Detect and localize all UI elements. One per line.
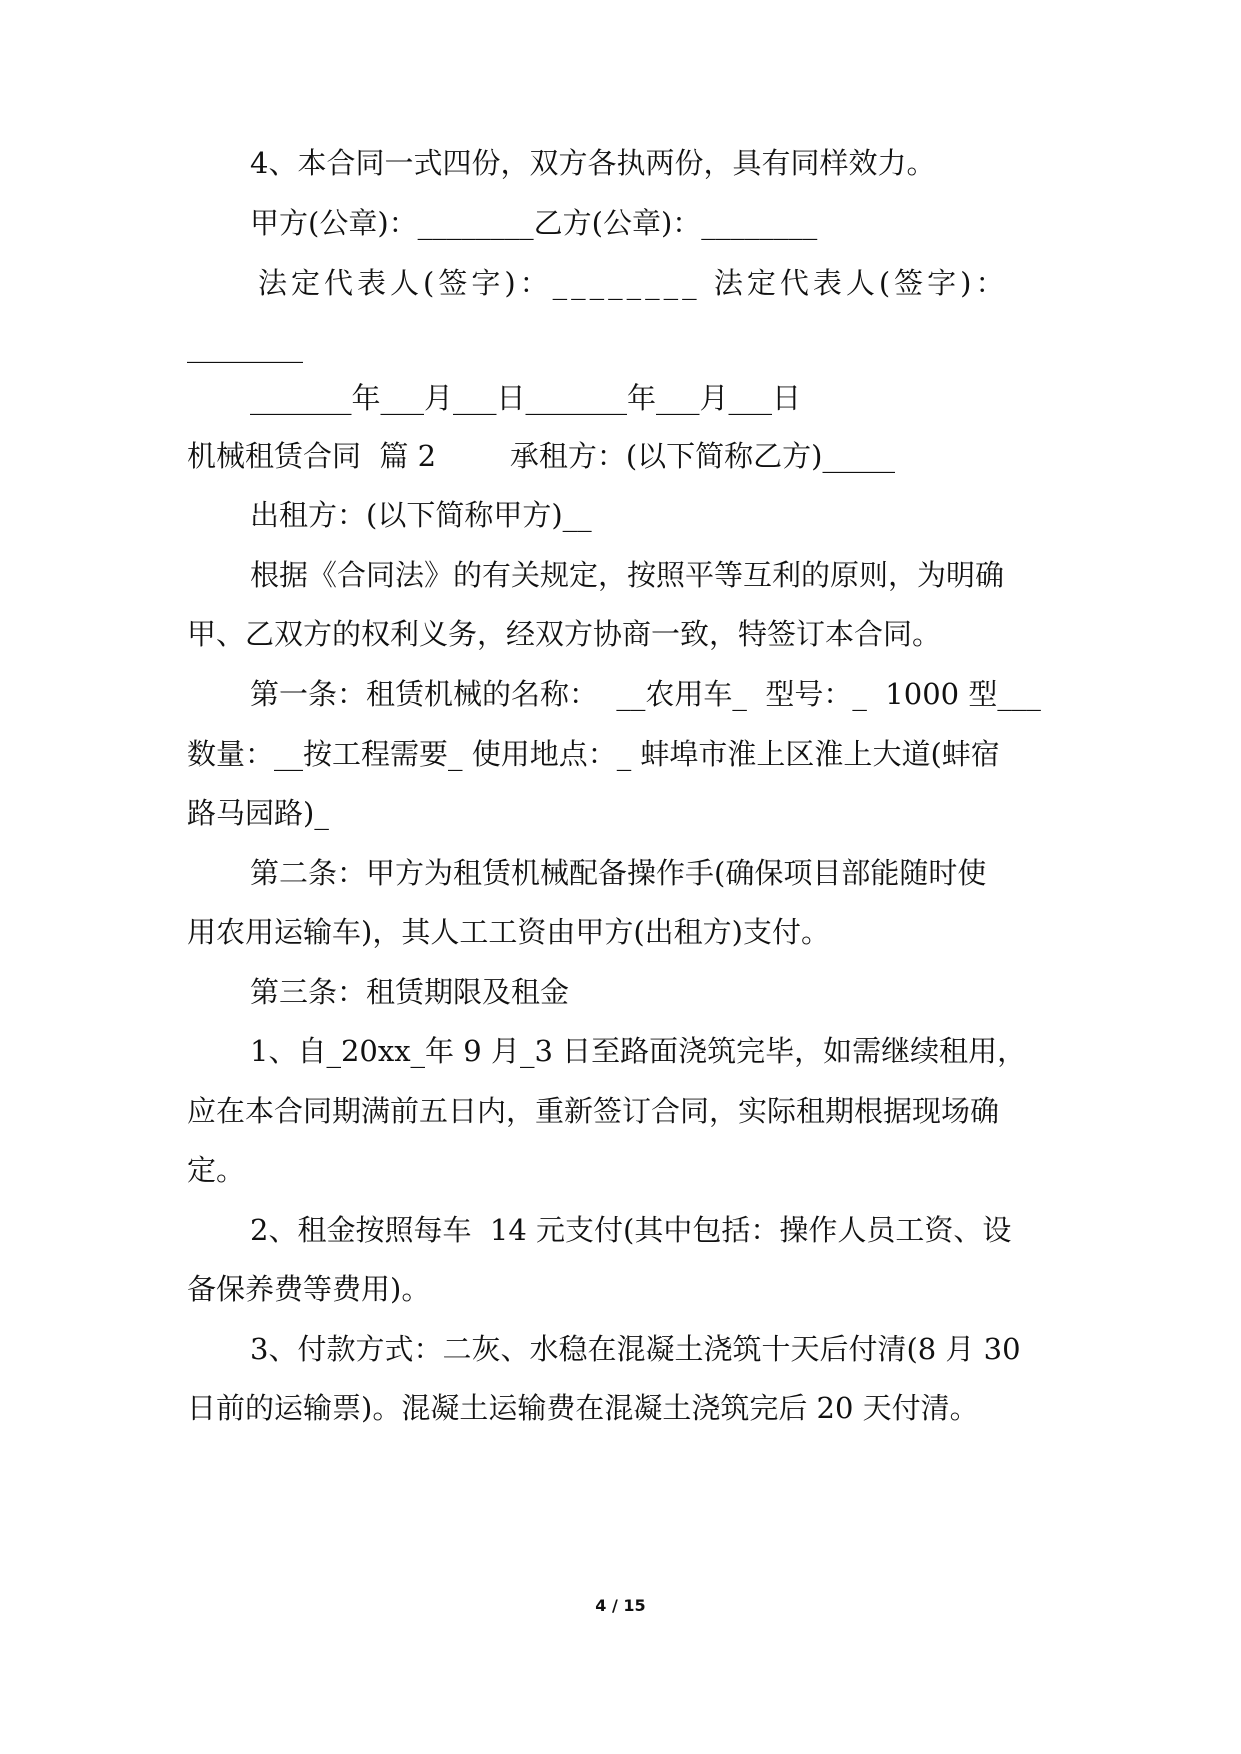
- preamble-line-2: 甲、乙双方的权利义务，经双方协商一致，特签订本合同。: [187, 617, 942, 651]
- preamble-line-1: 根据《合同法》的有关规定，按照平等互利的原则，为明确: [250, 558, 1005, 592]
- article-1-line-3: 路马园路)_: [187, 796, 329, 830]
- signature-blank: ________: [187, 329, 303, 363]
- seal-line: 甲方(公章)：________乙方(公章)：________: [250, 206, 818, 240]
- article-3-item-2-line-1: 2、租金按照每车 14 元支付(其中包括：操作人员工资、设: [250, 1213, 1012, 1247]
- page-number: 4 / 15: [595, 1596, 646, 1615]
- article-1-line-2: 数量：__按工程需要_ 使用地点：_ 蚌埠市淮上区淮上大道(蚌宿: [187, 737, 1000, 771]
- article-3-item-3-line-2: 日前的运输票)。混凝土运输费在混凝土浇筑完后 20 天付清。: [187, 1391, 979, 1425]
- lessor-line: 出租方：(以下简称甲方)__: [250, 498, 592, 532]
- clause-copies: 4、本合同一式四份，双方各执两份，具有同样效力。: [250, 146, 936, 180]
- article-3-item-2-line-2: 备保养费等费用)。: [187, 1272, 431, 1306]
- article-3-item-3-line-1: 3、付款方式：二灰、水稳在混凝土浇筑十天后付清(8 月 30: [250, 1332, 1021, 1366]
- article-3-item-1-line-3: 定。: [187, 1153, 246, 1187]
- article-2-line-1: 第二条：甲方为租赁机械配备操作手(确保项目部能随时使: [250, 856, 987, 890]
- contract-heading: 机械租赁合同 篇 2 承租方：(以下简称乙方)_____: [187, 439, 895, 473]
- representative-signature-line: 法定代表人(签字)：________ 法定代表人(签字)：: [258, 266, 1009, 300]
- article-3-item-1-line-2: 应在本合同期满前五日内，重新签订合同，实际租期根据现场确: [187, 1094, 1000, 1128]
- article-2-line-2: 用农用运输车)，其人工工资由甲方(出租方)支付。: [187, 915, 830, 949]
- date-line: _______年___月___日_______年___月___日: [250, 381, 802, 415]
- article-3-heading: 第三条：租赁期限及租金: [250, 975, 570, 1009]
- article-3-item-1-line-1: 1、自_20xx_年 9 月_3 日至路面浇筑完毕，如需继续租用，: [250, 1034, 1027, 1068]
- article-1-line-1: 第一条：租赁机械的名称： __农用车_ 型号：_ 1000 型___: [250, 677, 1041, 711]
